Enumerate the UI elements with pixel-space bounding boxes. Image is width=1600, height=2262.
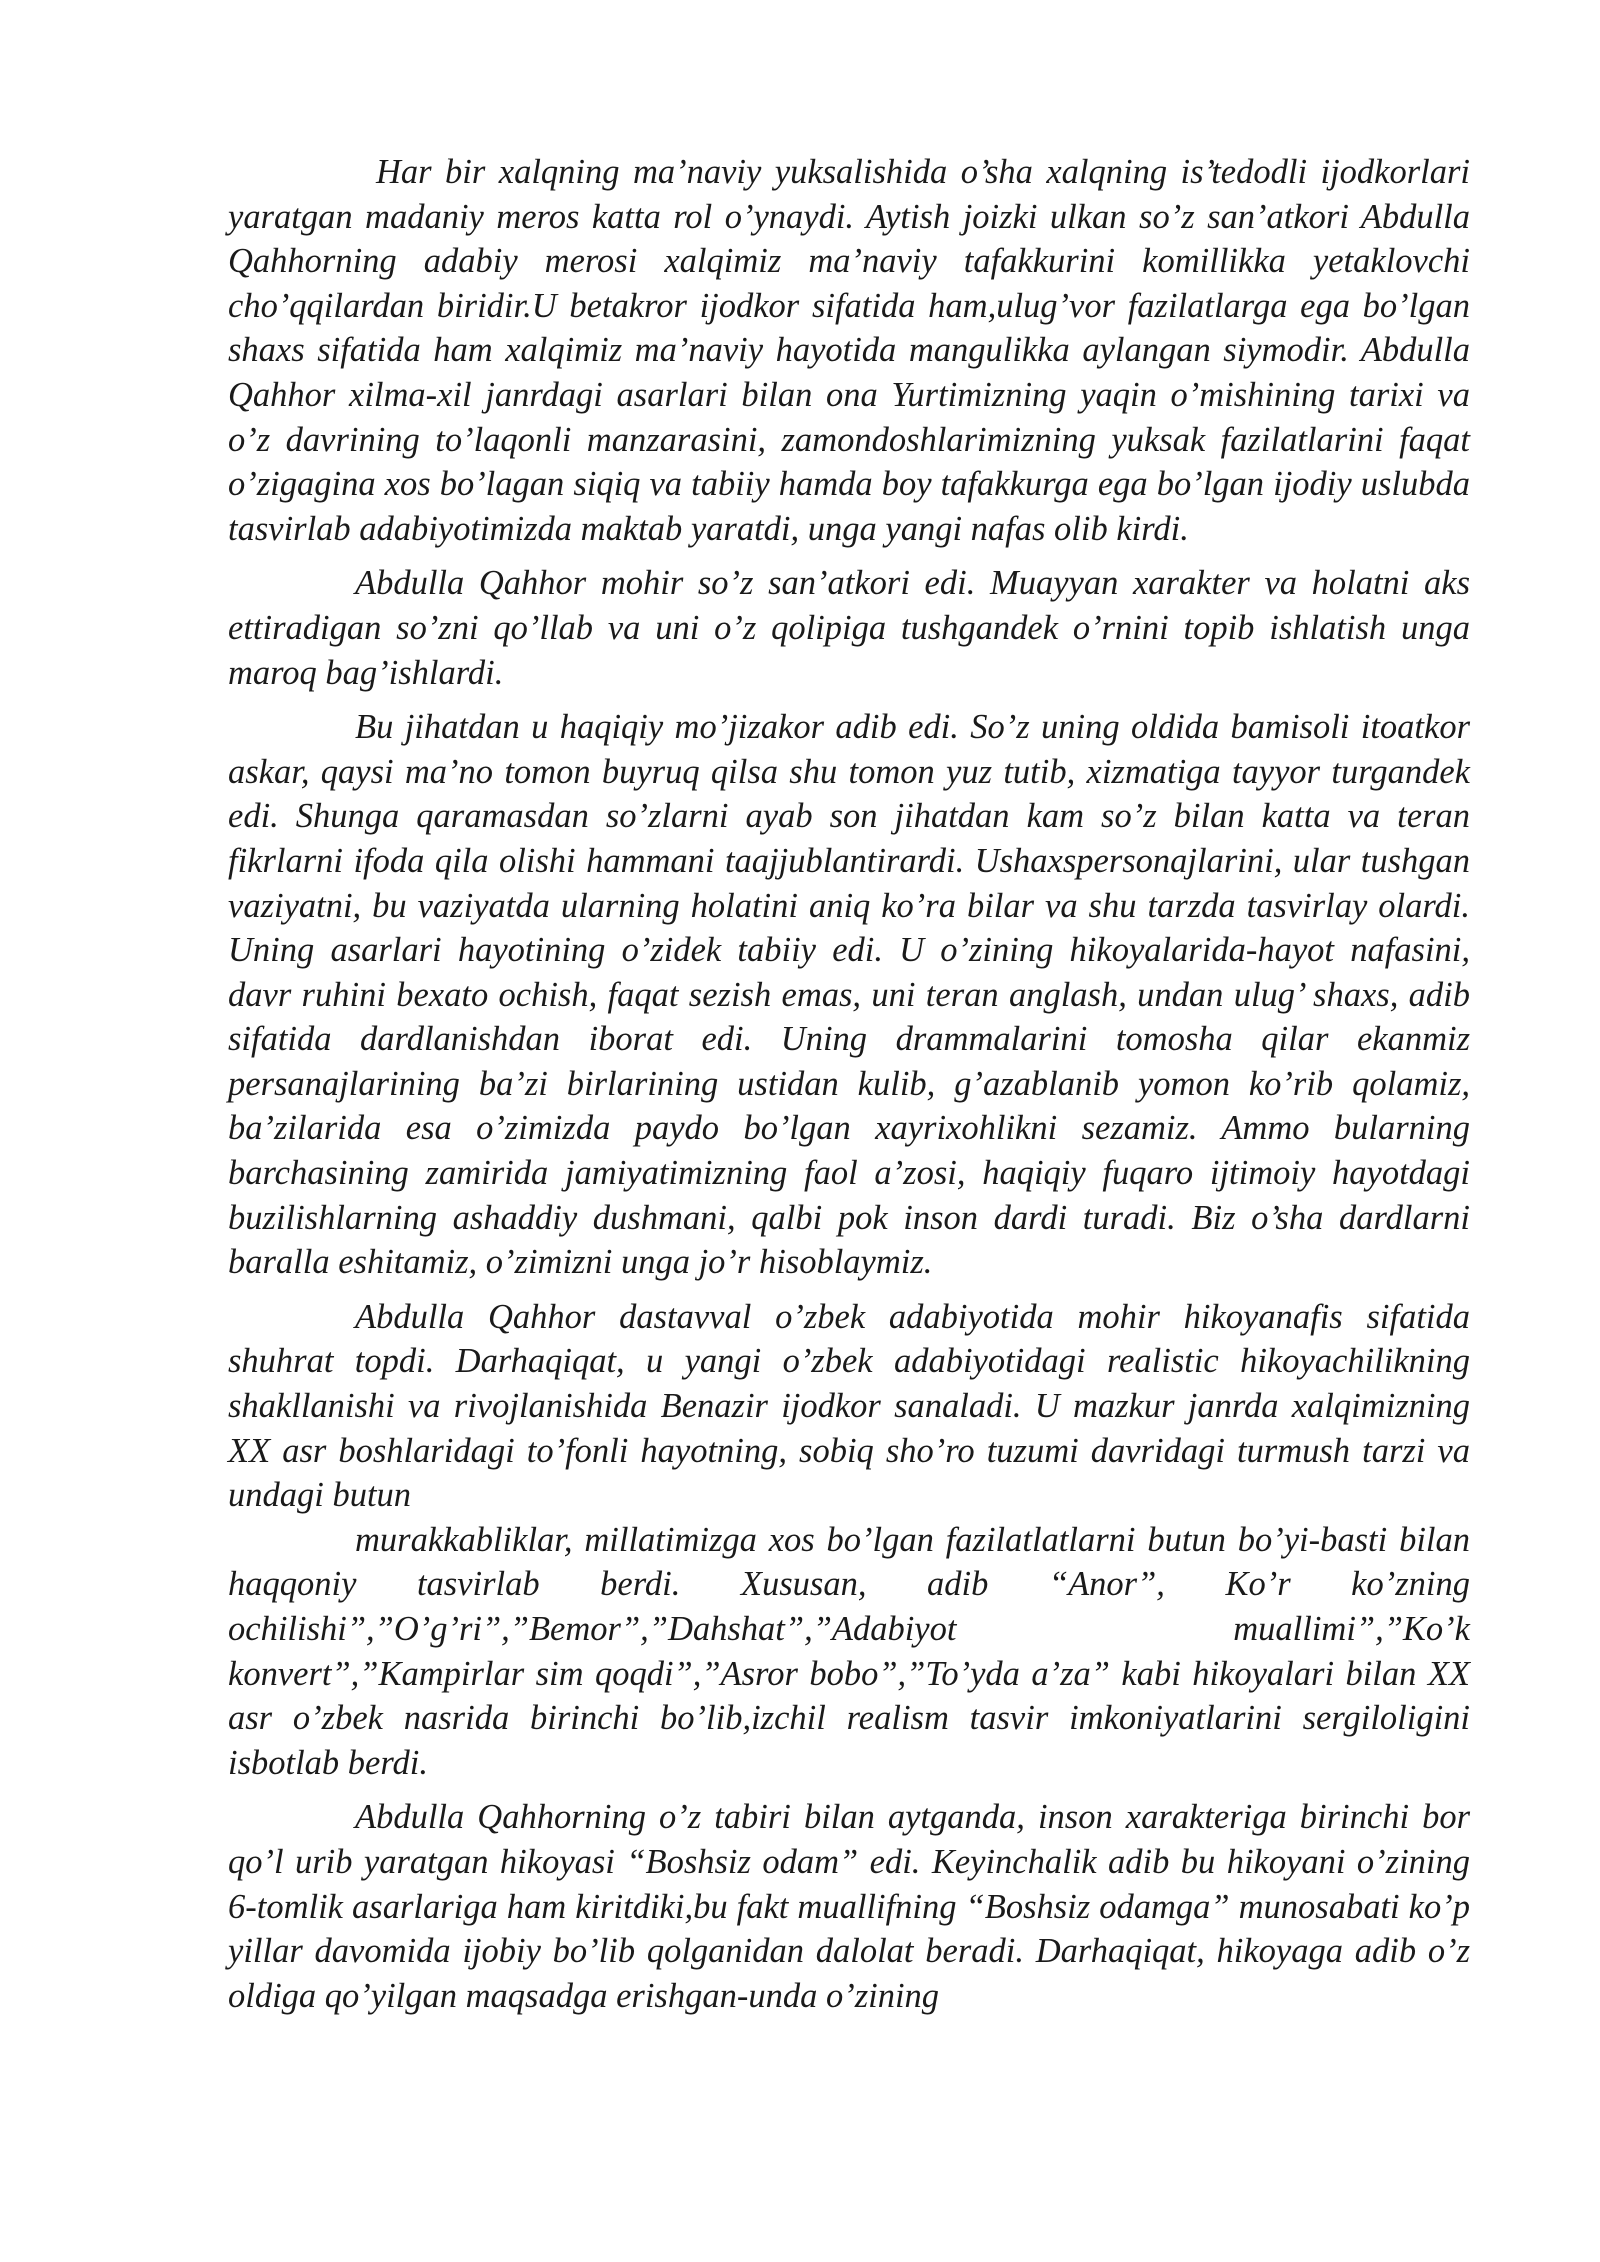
paragraph-mastery: Abdulla Qahhor mohir so’z san’atkori edi. Muayyan xarakter va holatni aks ettiradigan so’zni qo’llab va uni o’z qolipiga tushgandek o’rnini topib ishlatish unga maroq bag’ishlardi. bbox=[228, 564, 1470, 692]
document-page bbox=[228, 150, 1470, 2018]
paragraph-stories-list: murakkabliklar, millatimizga xos bo’lgan fazilatlatlarni butun bo’yi-basti bilan haqqoniy tasvirlab berdi. Xususan, adib “Anor”, Ko’r ko’zning ochilishi”,”O’g’ri”,”Bemor”,”Dahshat”,”Adabiyot muallimi”,”Ko’k konvert”,”Kampirlar sim qoqdi”,”Asror bobo”,”To’yda a’za” kabi hikoyalari bilan XX asr o’zbek nasrida birinchi bo’lib,izchil realism tasvir imkoniyatlarini sergiloligini isbotlab berdi. bbox=[228, 1520, 1470, 1782]
paragraph-miracle-writer: Bu jihatdan u haqiqiy mo’jizakor adib edi. So’z uning oldida bamisoli itoatkor askar, qaysi ma’no tomon buyruq qilsa shu tomon yuz tutib, xizmatiga tayyor turgandek edi. Shunga qaramasdan so’zlarni ayab son jihatdan kam so’z bilan katta va teran fikrlarni ifoda qila olishi hammani taajjublantirardi. Ushaxspersonajlarini, ular tushgan vaziyatni, bu vaziyatda ularning holatini aniq ko’ra bilar va shu tarzda tasvirlay olardi. Uning asarlari hayotining o’zidek tabiiy edi. U o’zining hikoyalarida-hayot nafasini, davr ruhini bexato ochish, faqat sezish emas, uni teran anglash, undan ulug’ shaxs, adib sifatida dardlanishdan iborat edi. Uning drammalarini tomosha qilar ekanmiz persanajlarining ba’zi birlarining ustidan kulib, g’azablanib yomon ko’rib qolamiz, ba’zilarida esa o’zimizda paydo bo’lgan xayrixohlikni sezamiz. Ammo bularning barchasining zamirida jamiyatimizning faol a’zosi, haqiqiy fuqaro ijtimoiy hayotdagi buzilishlarning ashaddiy dushmani, qalbi pok inson dardi turadi. Biz o’sha dardlarni baralla eshitamiz, o’zimizni unga jo’r hisoblaymiz. bbox=[228, 708, 1470, 1282]
paragraph-short-story-master: Abdulla Qahhor dastavval o’zbek adabiyotida mohir hikoyanafis sifatida shuhrat topdi. Darhaqiqat, u yangi o’zbek adabiyotidagi realistic hikoyachilikning shakllanishi va rivojlanishida Benazir ijodkor sanaladi. U mazkur janrda xalqimizning XX asr boshlaridagi to’fonli hayotning, sobiq sho’ro tuzumi davridagi turmush tarzi va undagi butun bbox=[228, 1297, 1470, 1515]
paragraph-intro: Har bir xalqning ma’naviy yuksalishida o’sha xalqning is’tedodli ijodkorlari yaratgan madaniy meros katta rol o’ynaydi. Aytish joizki ulkan so’z san’atkori Abdulla Qahhorning adabiy merosi xalqimiz ma’naviy tafakkurini komillikka yetaklovchi cho’qqilardan biridir.U betakror ijodkor sifatida ham,ulug’vor fazilatlarga ega bo’lgan shaxs sifatida ham xalqimiz ma’naviy hayotida mangulikka aylangan siymodir. Abdulla Qahhor xilma-xil janrdagi asarlari bilan ona Yurtimizning yaqin o’mishining tarixi va o’z davrining to’laqonli manzarasini, zamondoshlarimizning yuksak fazilatlarini faqat o’zigagina xos bo’lagan siqiq va tabiiy hamda boy tafakkurga ega bo’lgan ijodiy uslubda tasvirlab adabiyotimizda maktab yaratdi, unga yangi nafas olib kirdi. bbox=[228, 153, 1470, 548]
paragraph-boshsiz-odam: Abdulla Qahhorning o’z tabiri bilan aytganda, inson xarakteriga birinchi bor qo’l urib yaratgan hikoyasi “Boshsiz odam” edi. Keyinchalik adib bu hikoyani o’zining 6-tomlik asarlariga ham kiritdiki,bu fakt muallifning “Boshsiz odamga” munosabati ko’p yillar davomida ijobiy bo’lib qolganidan dalolat beradi. Darhaqiqat, hikoyaga adib o’z oldiga qo’yilgan maqsadga erishgan-unda o’zining bbox=[228, 1798, 1470, 2015]
